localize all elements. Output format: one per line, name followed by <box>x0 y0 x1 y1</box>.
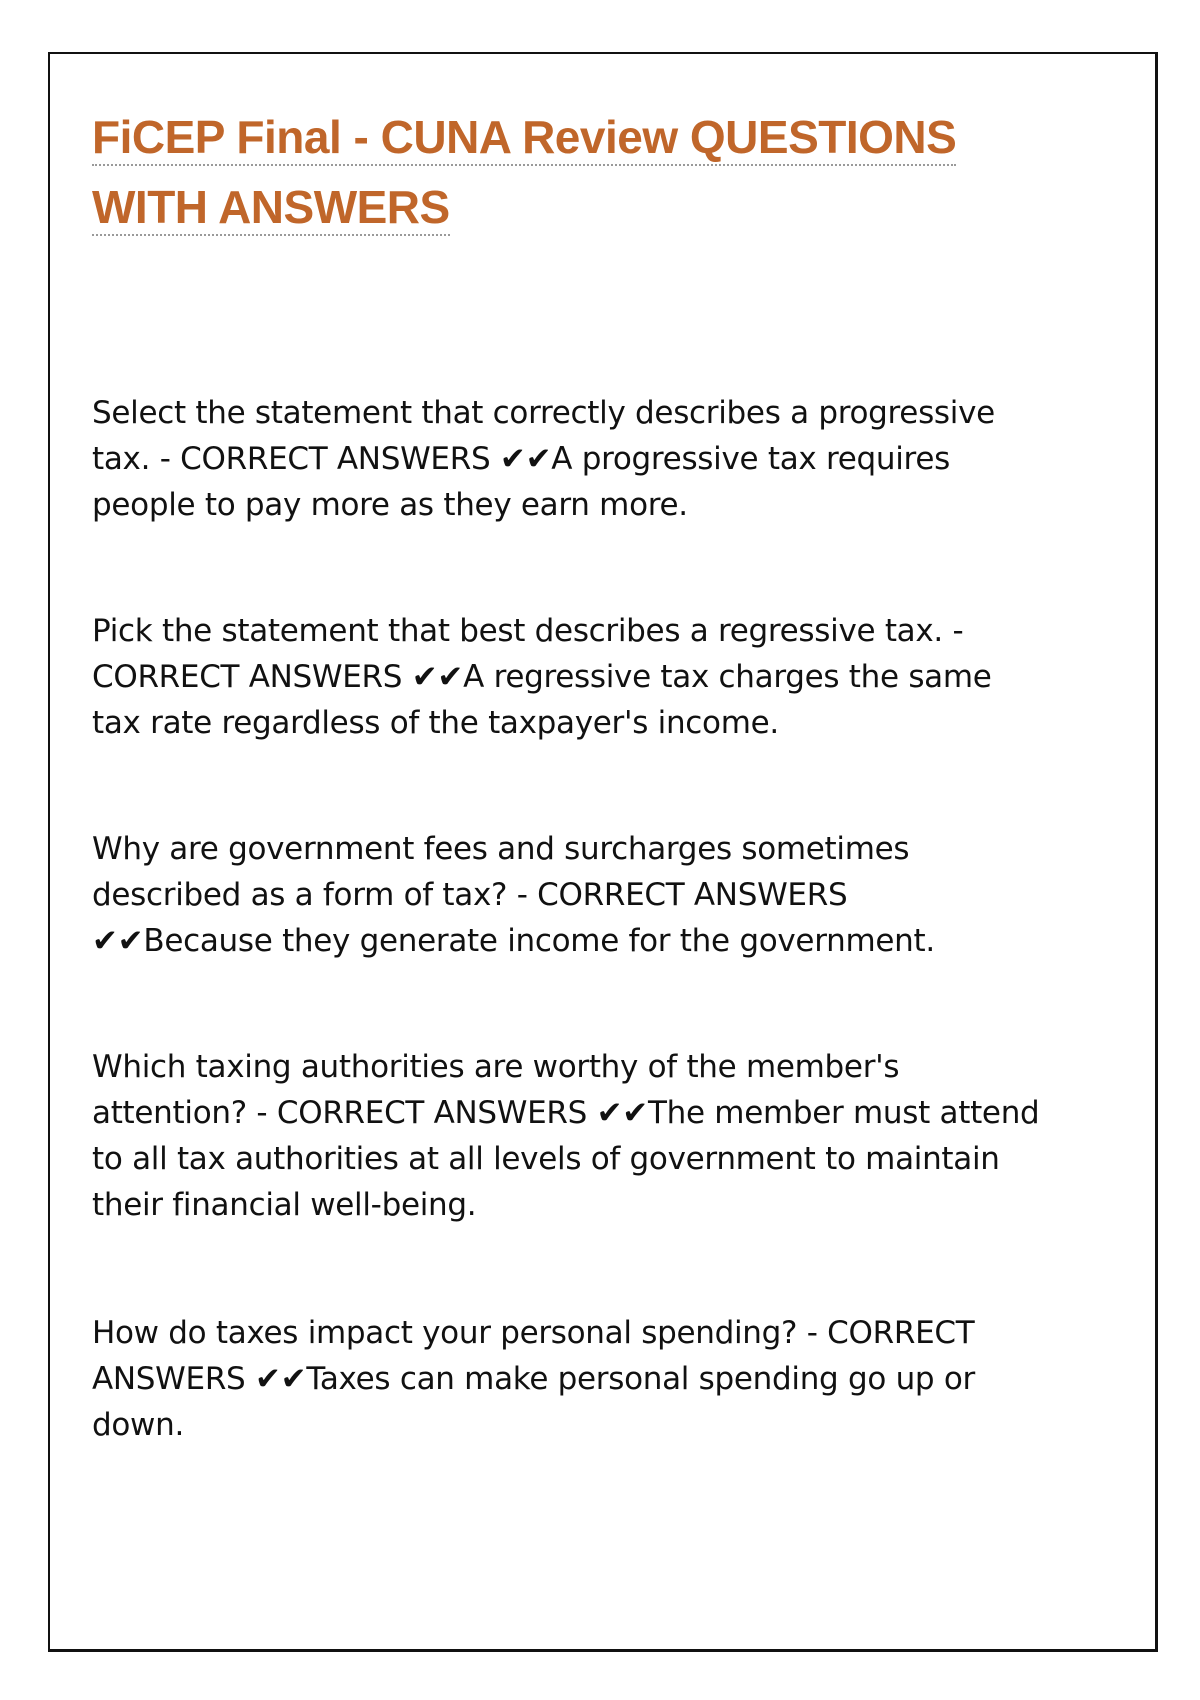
qa-item: Select the statement that correctly describes a progressive tax. - CORRECT ANSWERS ✔✔A progressive tax requires people to pay more as they earn more. <box>92 395 995 523</box>
answer-text: Taxes can make personal spending go up or down. <box>92 1361 975 1443</box>
document-title <box>92 102 1052 242</box>
title-line-2: WITH ANSWERS <box>92 181 450 236</box>
check-marks-icon: ✔✔ <box>499 441 552 477</box>
answer-label: CORRECT ANSWERS <box>276 1095 588 1131</box>
answer-label: CORRECT ANSWERS <box>537 877 848 913</box>
check-marks-icon: ✔✔ <box>255 1361 307 1397</box>
question-text: Pick the statement that best describes a regressive tax. <box>92 613 943 649</box>
answer-label: CORRECT ANSWERS <box>92 1315 975 1397</box>
answer-text: The member must attend to all tax authorities at all levels of government to maintain their financial well-being. <box>92 1095 1040 1223</box>
check-marks-icon: ✔✔ <box>92 923 144 959</box>
answer-label: CORRECT ANSWERS <box>180 441 491 477</box>
qa-item: Which taxing authorities are worthy of the member's attention? - CORRECT ANSWERS ✔✔The member must attend to all tax authorities at all levels of government to maintain their financial well-being. <box>92 1049 1040 1223</box>
answer-text: Because they generate income for the government. <box>143 923 935 959</box>
check-marks-icon: ✔✔ <box>596 1095 648 1131</box>
answer-label: CORRECT ANSWERS <box>92 659 403 695</box>
answer-text: A progressive tax requires people to pay more as they earn more. <box>92 441 950 523</box>
question-text: Why are government fees and surcharges sometimes described as a form of tax? <box>92 831 910 913</box>
question-text: How do taxes impact your personal spending? <box>92 1315 798 1351</box>
title-line-1: FiCEP Final - CUNA Review QUESTIONS <box>92 111 956 166</box>
qa-item: How do taxes impact your personal spending? - CORRECT ANSWERS ✔✔Taxes can make personal spending go up or down. <box>92 1315 975 1443</box>
check-marks-icon: ✔✔ <box>411 659 464 695</box>
question-text: Which taxing authorities are worthy of the member's attention? <box>92 1049 900 1131</box>
qa-item: Why are government fees and surcharges sometimes described as a form of tax? - CORRECT ANSWERS ✔✔Because they generate income for the government. <box>92 831 935 959</box>
qa-item: Pick the statement that best describes a regressive tax. - CORRECT ANSWERS ✔✔A regressive tax charges the same tax rate regardless of the taxpayer's income. <box>92 613 992 741</box>
question-text: Select the statement that correctly describes a progressive tax. <box>92 395 995 477</box>
answer-text: A regressive tax charges the same tax rate regardless of the taxpayer's income. <box>92 659 992 741</box>
